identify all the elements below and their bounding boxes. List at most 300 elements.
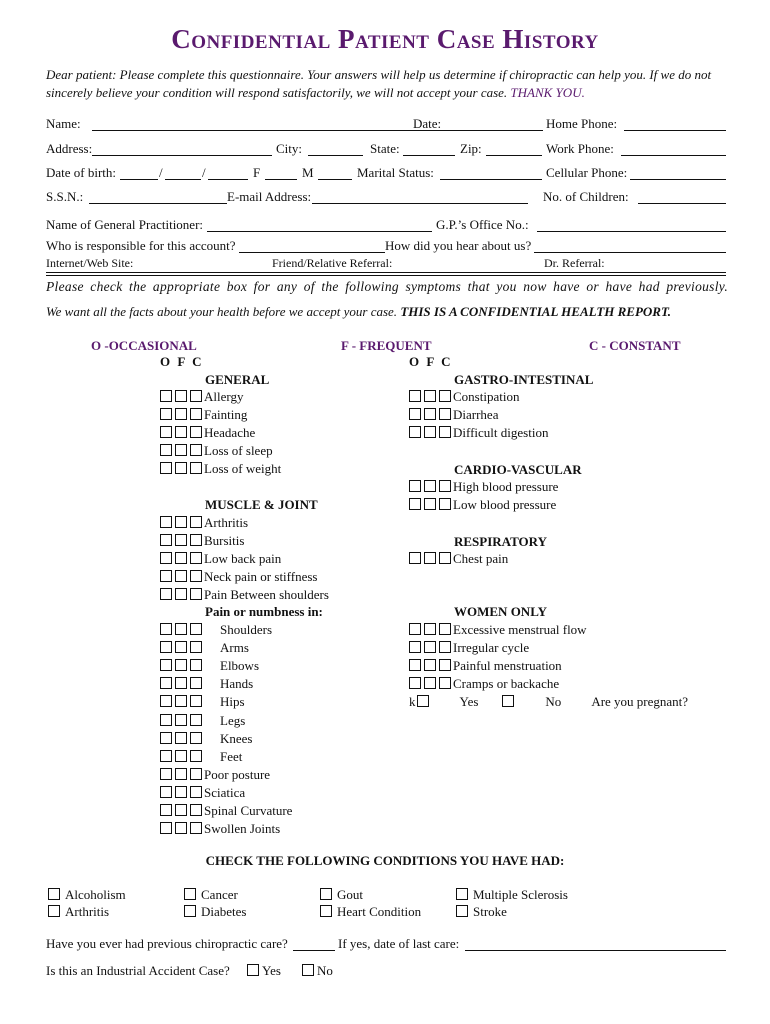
symptom-item (160, 551, 281, 569)
checkbox-constant[interactable] (190, 534, 202, 546)
conditions-title: CHECK THE FOLLOWING CONDITIONS YOU HAVE HAD: (205, 853, 565, 868)
industrial-no[interactable]: No (302, 963, 333, 979)
checkbox-occasional[interactable] (409, 552, 421, 564)
checkbox-frequent[interactable] (424, 552, 436, 564)
pregnancy-row (409, 694, 688, 712)
symptom-label: Fainting (204, 407, 248, 423)
checkbox-constant[interactable] (190, 732, 202, 744)
ofc-checkboxes (160, 767, 204, 783)
address-field[interactable] (92, 155, 272, 156)
symptom-item (160, 803, 292, 821)
responsible-row (46, 238, 726, 256)
checkbox-occasional[interactable] (160, 714, 172, 726)
work-phone-label: Work Phone: (546, 141, 614, 156)
symptom-label: Low back pain (204, 551, 282, 567)
ssn-label: S.S.N.: (46, 189, 84, 204)
checkbox-occasional[interactable] (160, 732, 172, 744)
section-heading: GASTRO-INTESTINAL (454, 372, 594, 387)
ofc-checkboxes (160, 515, 204, 531)
legend-constant: C - CONSTANT (589, 338, 681, 353)
checkbox-frequent[interactable] (424, 659, 436, 671)
condition-label: Diabetes (201, 904, 247, 919)
checkbox-constant[interactable] (190, 750, 202, 762)
condition-item (48, 887, 126, 903)
gp-name-field[interactable] (207, 231, 432, 232)
checkbox-occasional[interactable] (160, 570, 172, 582)
chiro-date-field[interactable] (465, 950, 726, 951)
checkbox-occasional[interactable] (160, 390, 172, 402)
symptom-item (160, 407, 247, 425)
cell-phone-field[interactable] (630, 179, 726, 180)
symptom-label: Hips (220, 694, 245, 710)
checkbox-frequent[interactable] (175, 732, 187, 744)
symptom-item (160, 731, 253, 749)
ofc-header: O F C (409, 354, 453, 369)
checkbox-occasional[interactable] (160, 804, 172, 816)
condition-checkbox[interactable] (184, 905, 196, 917)
section-heading: Pain or numbness in: (205, 604, 323, 619)
checkbox[interactable] (247, 964, 259, 976)
gp-row (46, 217, 726, 235)
checkbox-frequent[interactable] (175, 695, 187, 707)
checkbox-constant[interactable] (190, 408, 202, 420)
checkbox-constant[interactable] (190, 390, 202, 402)
dob-year-field[interactable] (208, 179, 248, 180)
female-field[interactable] (265, 179, 297, 180)
checkbox-frequent[interactable] (175, 552, 187, 564)
checkbox-frequent[interactable] (175, 444, 187, 456)
zip-label: Zip: (460, 141, 482, 156)
checkbox-occasional[interactable] (160, 462, 172, 474)
checkbox-frequent[interactable] (175, 786, 187, 798)
symptom-label: Shoulders (220, 622, 272, 637)
symptom-label: Feet (220, 748, 243, 764)
condition-item (320, 904, 421, 920)
ofc-checkboxes (409, 676, 453, 692)
pregnancy-marker: k (409, 694, 416, 709)
condition-checkbox[interactable] (456, 888, 468, 900)
condition-checkbox[interactable] (184, 888, 196, 900)
checkbox-occasional[interactable] (409, 623, 421, 635)
gp-name-label: Name of General Practitioner: (46, 217, 204, 232)
industrial-yes[interactable]: Yes (247, 963, 281, 979)
symptom-item (160, 425, 255, 443)
condition-checkbox[interactable] (320, 888, 332, 900)
children-field[interactable] (638, 203, 726, 204)
checkbox-frequent[interactable] (175, 768, 187, 780)
checkbox-occasional[interactable] (160, 750, 172, 762)
symptom-item (409, 479, 558, 497)
ofc-checkboxes (409, 622, 453, 638)
symptom-label: High blood pressure (453, 479, 559, 494)
symptom-item (409, 622, 587, 640)
symptom-item (160, 713, 245, 731)
checkbox-occasional[interactable] (160, 426, 172, 438)
checkbox-constant[interactable] (190, 659, 202, 671)
home-phone-field[interactable] (624, 130, 726, 131)
yes-label: Yes (459, 694, 479, 709)
checkbox-frequent[interactable] (175, 623, 187, 635)
checkbox-constant[interactable] (439, 480, 451, 492)
checkbox-constant[interactable] (190, 822, 202, 834)
dob-month-field[interactable] (120, 179, 158, 180)
symptom-label: Knees (220, 730, 253, 746)
friend-label: Friend/Relative Referral: (272, 256, 393, 270)
male-field[interactable] (318, 179, 352, 180)
checkbox-frequent[interactable] (175, 677, 187, 689)
referral-row (46, 255, 726, 273)
checkbox-constant[interactable] (190, 462, 202, 474)
checkbox-constant[interactable] (190, 426, 202, 438)
symptom-item (409, 551, 508, 569)
female-label: F (253, 165, 261, 180)
ofc-checkboxes (160, 694, 204, 710)
checkbox-occasional[interactable] (409, 480, 421, 492)
checkbox-constant[interactable] (439, 408, 451, 420)
ofc-checkboxes (160, 640, 204, 656)
symptom-label: Constipation (453, 389, 520, 404)
checkbox-frequent[interactable] (175, 390, 187, 402)
checkbox-frequent[interactable] (175, 750, 187, 762)
condition-checkbox[interactable] (48, 905, 60, 917)
symptom-label: Sciatica (204, 784, 246, 800)
checkbox-constant[interactable] (190, 714, 202, 726)
chiro-row (46, 936, 726, 954)
symptom-label: Arms (220, 640, 249, 656)
ofc-checkboxes (160, 407, 204, 423)
symptom-label: Legs (220, 712, 246, 728)
condition-item (456, 904, 507, 920)
ofc-checkboxes (160, 803, 204, 819)
pregnant-no-checkbox[interactable] (502, 695, 514, 707)
checkbox-frequent[interactable] (424, 498, 436, 510)
checkbox-frequent[interactable] (424, 641, 436, 653)
symptom-item (160, 749, 242, 767)
responsible-label: Who is responsible for this account? (46, 238, 236, 253)
symptom-item (160, 785, 245, 803)
condition-item (456, 887, 568, 903)
name-row (46, 116, 726, 134)
symptom-label: Chest pain (453, 551, 509, 566)
symptom-label: Spinal Curvature (204, 803, 293, 818)
checkbox-occasional[interactable] (160, 768, 172, 780)
work-phone-field[interactable] (621, 155, 726, 156)
ofc-checkboxes (160, 622, 204, 638)
symptom-label: Irregular cycle (453, 640, 530, 656)
checkbox-frequent[interactable] (424, 426, 436, 438)
industrial-question: Is this an Industrial Accident Case? (46, 963, 230, 978)
ofc-checkboxes (409, 551, 453, 567)
checkbox-constant[interactable] (190, 552, 202, 564)
symptom-item (160, 389, 243, 407)
dob-separator: / (159, 165, 163, 180)
symptom-item (160, 640, 249, 658)
symptom-item (160, 694, 245, 712)
thank-you-text: THANK YOU. (510, 85, 585, 100)
checkbox-occasional[interactable] (160, 822, 172, 834)
checkbox-constant[interactable] (439, 623, 451, 635)
symptom-label: Arthritis (204, 515, 249, 530)
industrial-row (46, 963, 726, 981)
marital-field[interactable] (440, 179, 542, 180)
ofc-checkboxes (160, 425, 204, 441)
checkbox-occasional[interactable] (160, 677, 172, 689)
symptom-item (160, 515, 248, 533)
email-label: E-mail Address: (227, 189, 312, 204)
section-heading: WOMEN ONLY (454, 604, 548, 619)
checkbox-constant[interactable] (190, 570, 202, 582)
symptom-item (160, 569, 317, 587)
checkbox-frequent[interactable] (175, 426, 187, 438)
ofc-checkboxes (409, 425, 453, 441)
checkbox-occasional[interactable] (409, 498, 421, 510)
condition-label: Stroke (473, 904, 507, 919)
symptom-item (409, 497, 556, 515)
checkbox-frequent[interactable] (175, 570, 187, 582)
name-label: Name: (46, 116, 81, 131)
form-title: Confidential Patient Case History (171, 24, 599, 54)
dob-separator: / (202, 165, 206, 180)
checkbox-occasional[interactable] (160, 641, 172, 653)
responsible-field[interactable] (239, 252, 385, 253)
condition-checkbox[interactable] (48, 888, 60, 900)
ofc-checkboxes (409, 497, 453, 513)
symptom-label: Difficult digestion (453, 425, 549, 441)
checkbox-constant[interactable] (190, 677, 202, 689)
gp-office-label: G.P.’s Office No.: (436, 217, 529, 232)
checkbox-constant[interactable] (190, 588, 202, 600)
checkbox-frequent[interactable] (424, 677, 436, 689)
checkbox-occasional[interactable] (160, 659, 172, 671)
condition-label: Arthritis (65, 904, 110, 919)
symptom-item (409, 640, 529, 658)
symptom-item (409, 658, 562, 676)
legend-frequent: F - FREQUENT (341, 338, 432, 353)
condition-label: Multiple Sclerosis (473, 887, 568, 902)
checkbox-occasional[interactable] (409, 408, 421, 420)
symptom-item (409, 425, 548, 443)
checkbox-constant[interactable] (439, 498, 451, 510)
section-heading: MUSCLE & JOINT (205, 497, 318, 512)
symptom-label: Pain Between shoulders (204, 587, 329, 603)
symptom-label: Headache (204, 425, 256, 441)
home-phone-label: Home Phone: (546, 116, 618, 131)
ofc-checkboxes (409, 658, 453, 674)
checkbox[interactable] (302, 964, 314, 976)
ssn-row (46, 189, 726, 207)
checkbox-constant[interactable] (439, 641, 451, 653)
checkbox-constant[interactable] (190, 786, 202, 798)
checkbox-constant[interactable] (190, 695, 202, 707)
symptom-item (409, 407, 498, 425)
pregnant-question: Are you pregnant? (591, 694, 689, 709)
symptom-label: Loss of weight (204, 461, 282, 477)
symptom-label: Low blood pressure (453, 497, 557, 513)
condition-label: Gout (337, 887, 363, 902)
condition-label: Heart Condition (337, 904, 422, 919)
checkbox-constant[interactable] (439, 659, 451, 671)
dob-day-field[interactable] (165, 179, 201, 180)
condition-checkbox[interactable] (320, 905, 332, 917)
condition-item (184, 904, 246, 920)
ofc-checkboxes (409, 407, 453, 423)
date-label: Date: (413, 116, 442, 131)
checkbox-frequent[interactable] (175, 714, 187, 726)
checkbox-frequent[interactable] (424, 623, 436, 635)
ofc-checkboxes (160, 389, 204, 405)
checkbox-occasional[interactable] (160, 516, 172, 528)
pregnant-yes-checkbox[interactable] (417, 695, 429, 707)
condition-label: Cancer (201, 887, 238, 902)
checkbox-frequent[interactable] (175, 408, 187, 420)
symptom-item (160, 533, 244, 551)
city-label: City: (276, 141, 303, 156)
address-label: Address: (46, 141, 93, 156)
symptom-label: Painful menstruation (453, 658, 562, 674)
intro-paragraph: Dear patient: Please complete this questionnaire. Your answers will help us determine if chiropractic can help you. If we do not sincerely believe your condition will respond satisfactorily, we will not accept your case. THANK YOU. (46, 67, 712, 100)
checkbox-frequent[interactable] (175, 659, 187, 671)
heard-field[interactable] (534, 252, 726, 253)
symptom-label: Neck pain or stiffness (204, 569, 318, 585)
section-heading: CARDIO-VASCULAR (454, 462, 582, 477)
confidential-notice: We want all the facts about your health before we accept your case. THIS IS A CONFIDENTIAL HEALTH REPORT. (46, 304, 671, 319)
checkbox-occasional[interactable] (160, 444, 172, 456)
checkbox-constant[interactable] (190, 516, 202, 528)
date-field[interactable] (443, 130, 543, 131)
symptom-label: Swollen Joints (204, 821, 281, 837)
condition-item (48, 904, 109, 920)
ofc-checkboxes (160, 551, 204, 567)
checkbox-occasional[interactable] (409, 677, 421, 689)
ssn-field[interactable] (89, 203, 227, 204)
ofc-checkboxes (160, 587, 204, 603)
ofc-checkboxes (160, 821, 204, 837)
condition-checkbox[interactable] (456, 905, 468, 917)
chiro-question: Have you ever had previous chiropractic care? (46, 936, 288, 951)
checkbox-occasional[interactable] (409, 659, 421, 671)
checkbox-occasional[interactable] (160, 534, 172, 546)
checkbox-frequent[interactable] (175, 641, 187, 653)
symptom-label: Excessive menstrual flow (453, 622, 587, 637)
dr-referral-label: Dr. Referral: (544, 256, 605, 270)
zip-field[interactable] (486, 155, 542, 156)
ofc-header: O F C (160, 354, 204, 369)
name-field[interactable] (92, 130, 454, 131)
ofc-checkboxes (160, 658, 204, 674)
checkbox-frequent[interactable] (175, 804, 187, 816)
checkbox-frequent[interactable] (175, 534, 187, 546)
checkbox-constant[interactable] (439, 677, 451, 689)
ofc-checkboxes (160, 533, 204, 549)
condition-item (184, 887, 238, 903)
checkbox-frequent[interactable] (424, 408, 436, 420)
symptom-item (409, 389, 519, 407)
checkbox-frequent[interactable] (424, 480, 436, 492)
checkbox-constant[interactable] (190, 804, 202, 816)
checkbox-occasional[interactable] (409, 641, 421, 653)
ofc-checkboxes (409, 640, 453, 656)
ofc-checkboxes (409, 389, 453, 405)
checkbox-occasional[interactable] (409, 426, 421, 438)
ofc-checkboxes (160, 749, 204, 765)
divider (46, 272, 726, 273)
symptom-label: Cramps or backache (453, 676, 560, 692)
symptom-label: Loss of sleep (204, 443, 273, 459)
symptom-item (160, 443, 273, 461)
chiro-date-label: If yes, date of last care: (338, 936, 460, 951)
symptom-label: Hands (220, 676, 254, 692)
checkbox-occasional[interactable] (160, 695, 172, 707)
checkbox-occasional[interactable] (409, 390, 421, 402)
symptom-label: Elbows (220, 658, 259, 674)
condition-item (320, 887, 363, 903)
ofc-checkboxes (160, 731, 204, 747)
checkbox-frequent[interactable] (175, 462, 187, 474)
address-row (46, 141, 726, 159)
symptom-item (160, 658, 259, 676)
children-label: No. of Children: (543, 189, 629, 204)
checkbox-constant[interactable] (439, 426, 451, 438)
checkbox-frequent[interactable] (175, 822, 187, 834)
symptom-label: Diarrhea (453, 407, 499, 423)
symptom-item (160, 676, 253, 694)
checkbox-constant[interactable] (190, 768, 202, 780)
ofc-checkboxes (409, 479, 453, 495)
cell-phone-label: Cellular Phone: (546, 165, 628, 180)
ofc-checkboxes (160, 569, 204, 585)
symptom-label: Poor posture (204, 766, 271, 782)
ofc-checkboxes (160, 461, 204, 477)
internet-label: Internet/Web Site: (46, 256, 134, 270)
ofc-checkboxes (160, 443, 204, 459)
checkbox-occasional[interactable] (160, 408, 172, 420)
checkbox-frequent[interactable] (424, 390, 436, 402)
checkbox-constant[interactable] (190, 444, 202, 456)
checkbox-constant[interactable] (439, 552, 451, 564)
checkbox-occasional[interactable] (160, 588, 172, 600)
chiro-answer-field[interactable] (293, 950, 335, 951)
dob-label: Date of birth: (46, 165, 117, 180)
checkbox-constant[interactable] (190, 641, 202, 653)
checkbox-occasional[interactable] (160, 552, 172, 564)
checkbox-frequent[interactable] (175, 516, 187, 528)
checkbox-occasional[interactable] (160, 623, 172, 635)
ofc-checkboxes (160, 676, 204, 692)
symptoms-instructions: Please check the appropriate box for any of the following symptoms that you now have or have had previously. (46, 279, 728, 294)
city-field[interactable] (308, 155, 363, 156)
symptom-item (160, 461, 281, 479)
state-label: State: (370, 141, 400, 156)
checkbox-frequent[interactable] (175, 588, 187, 600)
ofc-checkboxes (160, 785, 204, 801)
email-field[interactable] (312, 203, 528, 204)
dob-row (46, 165, 726, 183)
symptom-item (160, 587, 329, 605)
gp-office-field[interactable] (537, 231, 726, 232)
ofc-checkboxes (160, 713, 204, 729)
divider (46, 275, 726, 276)
heard-label: How did you hear about us? (385, 238, 532, 253)
marital-label: Marital Status: (357, 165, 434, 180)
symptom-item (160, 767, 270, 785)
checkbox-occasional[interactable] (160, 786, 172, 798)
state-field[interactable] (403, 155, 455, 156)
legend-occasional: O -OCCASIONAL (91, 338, 197, 353)
checkbox-constant[interactable] (439, 390, 451, 402)
symptom-item (409, 676, 559, 694)
section-heading: RESPIRATORY (454, 534, 547, 549)
checkbox-constant[interactable] (190, 623, 202, 635)
